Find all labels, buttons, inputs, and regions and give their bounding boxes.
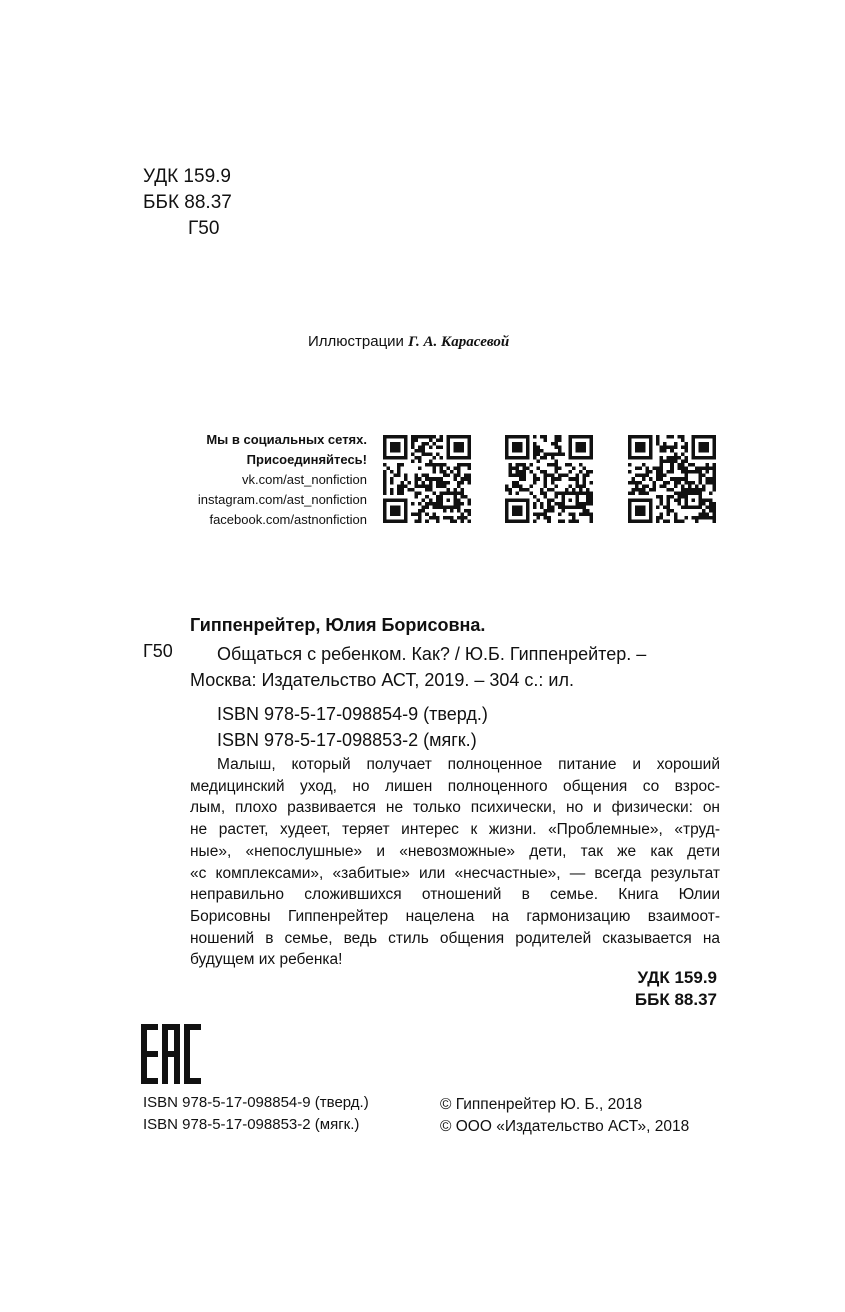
- udk-code-bottom: УДК 159.9: [637, 968, 717, 987]
- abstract-line: ношений в семье, ведь стиль общения родителей сказывается на: [190, 929, 720, 947]
- isbn-paperback: ISBN 978-5-17-098853-2 (мягк.): [217, 730, 477, 750]
- eac-mark-icon: [141, 1024, 201, 1089]
- isbn-bottom-hardcover: ISBN 978-5-17-098854-9 (тверд.): [143, 1094, 369, 1111]
- isbn-hardcover: ISBN 978-5-17-098854-9 (тверд.): [217, 704, 488, 724]
- abstract-line: ные», «непослушные» и «невозможные» дети, так же как дети: [190, 842, 720, 860]
- bibliographic-line-2: Москва: Издательство АСТ, 2019. – 304 с.: ил.: [190, 670, 574, 690]
- isbn-bottom-paperback: ISBN 978-5-17-098853-2 (мягк.): [143, 1116, 360, 1133]
- abstract-line: не растет, худеет, теряет интерес к жизни. «Проблемные», «труд-: [190, 821, 720, 839]
- copyright-publisher: © ООО «Издательство АСТ», 2018: [440, 1118, 690, 1135]
- social-link-instagram[interactable]: instagram.com/ast_nonfiction: [197, 492, 367, 507]
- qr-vk-icon[interactable]: [383, 435, 471, 523]
- abstract-line: лым, плохо развивается не только психически, но и физически: он: [190, 799, 720, 817]
- qr-facebook-icon[interactable]: [628, 435, 716, 523]
- copyright: [440, 1094, 689, 1138]
- bbk-code-bottom: ББК 88.37: [634, 990, 717, 1009]
- abstract-line: медицинский уход, но лишен полноценного общения со взрос-: [190, 777, 720, 795]
- social-heading-2: Присоединяйтесь!: [246, 452, 367, 467]
- illustrations-label: Иллюстрации: [308, 333, 404, 350]
- bibliographic-isbn: [217, 701, 488, 753]
- isbn-bottom: [143, 1092, 369, 1136]
- abstract-line: Малыш, который получает полноценное питание и хороший: [217, 756, 720, 773]
- bbk-code: ББК 88.37: [143, 192, 232, 213]
- abstract-line: будущем их ребенка!: [190, 951, 343, 969]
- abstract-line: Борисовны Гиппенрейтер нацелена на гармонизацию взаимоот-: [190, 907, 720, 925]
- classification-block: [143, 164, 232, 242]
- social-link-facebook[interactable]: facebook.com/astnonfiction: [209, 512, 367, 527]
- udk-code: УДК 159.9: [143, 166, 231, 187]
- abstract-line: неправильно сложившихся отношений в семье. Книга Юлии: [190, 886, 720, 904]
- author-mark-bibliographic: Г50: [143, 641, 173, 661]
- social-link-vk[interactable]: vk.com/ast_nonfiction: [241, 472, 367, 487]
- author-mark: Г50: [188, 218, 220, 239]
- qr-instagram-icon[interactable]: [505, 435, 593, 523]
- bibliographic-description: [190, 641, 730, 693]
- author-heading: Гиппенрейтер, Юлия Борисовна.: [190, 615, 486, 635]
- bibliographic-line-1: Общаться с ребенком. Как? / Ю.Б. Гиппенрейтер. –: [217, 644, 647, 664]
- classification-bottom: [560, 967, 717, 1011]
- copyright-author: © Гиппенрейтер Ю. Б., 2018: [440, 1096, 643, 1113]
- social-heading-1: Мы в социальных сетях.: [206, 432, 367, 447]
- abstract: [190, 754, 720, 971]
- social-block: [150, 430, 367, 530]
- illustrations-artist: Г. А. Карасевой: [408, 334, 510, 350]
- illustrations-credit: [308, 333, 509, 351]
- abstract-line: «с комплексами», «забитые» или «несчастные», — всегда результат: [190, 864, 720, 882]
